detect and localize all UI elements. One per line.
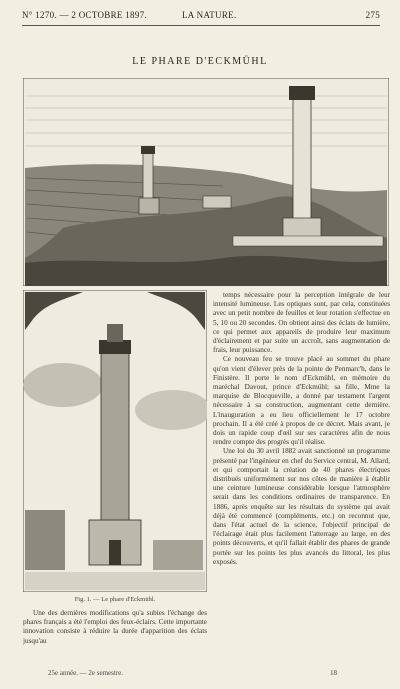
footer-volume: 25e année. — 2e semestre. [48,669,124,677]
article-title: LE PHARE D'ECKMÜHL [132,56,268,67]
issue-number: N° 1270. — 2 OCTOBRE 1897. [22,10,147,20]
header-rule [22,25,380,26]
paragraph: Une loi du 30 avril 1882 avait sanctionné un programme présenté par l'ingénieur en chef du Service central, M. Allard, et qui comportait la création de 40 phares électriques distribués uniformément sur nos côtes de manière à établir une ceinture lumineuse considérable lorsque l'atmosphère serait dans les conditions ordinaires de transparence. En 1886, après enquête sur les résultats du système qui avait déjà été commencé (compléments, etc.) on reconnut que, dans l'état actuel de la science, l'objectif principal de l'éclairage était plus facilement l'atterrage au large, en des points découverts, et qu'il fallait établir des phares de grande portée sur les points les plus avancés du littoral, les plus exposés. [213,447,390,566]
paragraph: Une des dernières modifications qu'a subies l'échange des phares français a été l'emploi des feux-éclairs. Cette importante innovation consiste à réduire la durée d'apparition des éclats jusqu'au [23,609,207,645]
lighthouse-illustration [23,290,207,592]
paragraph: temps nécessaire pour la perception intégrale de leur intensité lumineuse. Les optiques sont, par cela, constituées avec un petit nombre de feuilles et leur rotation s'effectue en 5, 10 ou 20 secondes. On obtient ainsi des éclats de lumière, ce qui permet aux appareils de produire leur maximum d'éclairement et par suite un accroît, sans augmentation de frais, leur puissance. [213,291,390,355]
right-column-text [213,291,390,679]
footer-signature: 18 [330,669,337,677]
page-number: 275 [365,10,380,20]
figure-caption: Fig. 1. — Le phare d'Eckmühl. [74,596,156,603]
panorama-illustration [23,78,389,286]
running-header [22,10,380,24]
paragraph: Ce nouveau feu se trouve placé au sommet du phare qu'on vient d'élever près de la pointe de Penmarc'h, dans le Finistère. Il porte le nom d'Eckmühl, en mémoire du maréchal Davout, prince d'Eckmühl; sa fille, Mme la marquise de Blocqueville, a donné par testament l'argent nécessaire à sa construction, augmentant cette dernière. L'inauguration a eu lieu officiellement le 17 octobre prochain. Il a été créé à propos de ce décret. Mais avant, je dois un rapide coup d'œil sur ses caractères afin de nous rendre compte des progrès qu'il réalise. [213,355,390,447]
bottom-left-text [23,609,207,665]
journal-title: LA NATURE. [182,10,237,20]
